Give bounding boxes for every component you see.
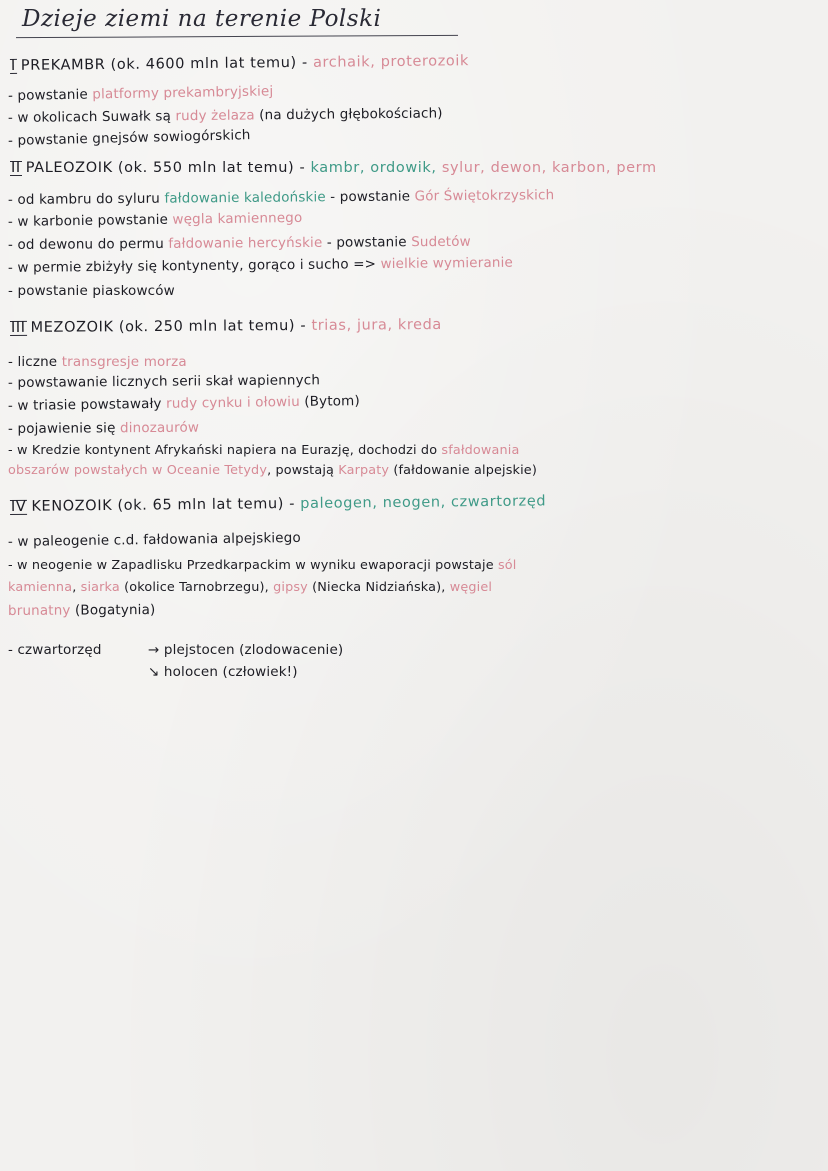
- highlight-text: sfałdowania: [441, 443, 520, 458]
- section-heading-paleozoik: [10, 160, 657, 176]
- highlight-text: Karpaty: [338, 463, 390, 478]
- highlight-text: kamienna: [8, 580, 73, 595]
- page-title: Dzieje ziemi na terenie Polski: [22, 6, 382, 32]
- text: (Niecka Nidziańska),: [307, 580, 450, 595]
- heading-periods: archaik, proterozoik: [312, 53, 470, 71]
- heading-text: PREKAMBR (ok. 4600 mln lat temu) -: [20, 54, 308, 74]
- highlight-text: Sudetów: [411, 233, 471, 251]
- roman-numeral: IV: [10, 498, 27, 515]
- text: ,: [72, 580, 81, 595]
- text: - czwartorzęd: [8, 642, 102, 658]
- text: w karbonie powstanie: [17, 211, 173, 230]
- highlight-text: transgresje morza: [61, 354, 187, 370]
- dash: -: [7, 213, 18, 230]
- list-item: [8, 558, 516, 573]
- czwartorzed-branch-2: [148, 664, 298, 680]
- text: powstanie gnejsów sowiogórskich: [17, 127, 251, 149]
- list-item: [8, 372, 320, 391]
- dash: -: [7, 259, 18, 276]
- heading-periods: trias, jura, kreda: [311, 316, 442, 334]
- dash: -: [7, 374, 18, 391]
- highlight-text: brunatny: [7, 602, 71, 619]
- dash: -: [7, 236, 18, 253]
- dash: -: [7, 132, 18, 149]
- list-item: [8, 420, 199, 437]
- text: , powstają: [267, 463, 339, 478]
- roman-numeral: II: [11, 160, 21, 176]
- highlight-text: wielkie wymieranie: [380, 254, 513, 273]
- section-heading-kenozoik: [10, 493, 546, 515]
- text: powstanie: [17, 86, 93, 104]
- list-item: [8, 255, 513, 276]
- heading-periods-green: kambr, ordowik,: [310, 160, 437, 176]
- list-item: [8, 354, 187, 370]
- dash: -: [7, 191, 18, 208]
- czwartorzed-label: [8, 642, 102, 658]
- dash: -: [7, 420, 18, 437]
- roman-numeral: III: [10, 319, 26, 336]
- text: - powstanie: [322, 234, 412, 251]
- list-item: [8, 530, 301, 550]
- text: (Bytom): [299, 393, 360, 410]
- highlight-text: fałdowanie kaledońskie: [164, 189, 326, 207]
- highlight-text: platformy prekambryjskiej: [92, 83, 274, 103]
- list-item-continuation: [8, 580, 492, 595]
- text: (fałdowanie alpejskie): [389, 463, 537, 478]
- highlight-text: rudy cynku i ołowiu: [165, 393, 300, 412]
- dash: -: [7, 87, 18, 104]
- text: pojawienie się: [17, 420, 121, 437]
- text: od kambru do syluru: [17, 190, 165, 208]
- text: powstawanie licznych serii skał wapiennych: [17, 372, 321, 391]
- text: holocen (człowiek!): [163, 664, 298, 680]
- section-heading-mezozoik: [10, 317, 442, 336]
- highlight-text: węgiel: [449, 580, 493, 595]
- text: (Bogatynia): [70, 601, 156, 619]
- text: (na dużych głębokościach): [254, 105, 443, 124]
- text: liczne: [17, 354, 62, 370]
- dash: -: [8, 354, 18, 370]
- text: od dewonu do permu: [17, 235, 169, 253]
- arrow-down-right-icon: ↘: [148, 664, 160, 680]
- text: w triasie powstawały: [17, 395, 167, 414]
- list-item: [8, 83, 274, 104]
- text: - powstanie: [325, 188, 415, 206]
- text: (okolice Tarnobrzegu),: [119, 580, 274, 595]
- text: powstanie piaskowców: [17, 283, 175, 299]
- roman-numeral: I: [10, 57, 16, 74]
- section-heading-prekambr: [10, 53, 469, 74]
- dash: -: [8, 558, 17, 573]
- list-item: [8, 393, 360, 414]
- heading-text: KENOZOIK (ok. 65 mln lat temu) -: [31, 496, 296, 515]
- highlight-text: gipsy: [273, 580, 308, 595]
- dash: -: [8, 443, 17, 458]
- czwartorzed-branch-1: [148, 642, 343, 658]
- list-item-continuation: [8, 463, 537, 478]
- list-item: [8, 283, 175, 299]
- text: plejstocen (zlodowacenie): [163, 642, 344, 658]
- highlight-text: siarka: [80, 580, 120, 595]
- heading-periods: paleogen, neogen, czwartorzęd: [300, 493, 547, 512]
- heading-periods-pink: sylur, dewon, karbon, perm: [441, 160, 657, 176]
- text: w permie zbiżyły się kontynenty, gorąco i sucho =>: [17, 256, 381, 276]
- list-item: [8, 187, 554, 208]
- dash: -: [8, 283, 18, 299]
- text: w neogenie w Zapadlisku Przedkarpackim w wyniku ewaporacji powstaje: [17, 558, 498, 573]
- title-underline: [16, 35, 458, 38]
- highlight-text: Gór Świętokrzyskich: [414, 187, 555, 205]
- list-item: [8, 443, 519, 458]
- text: w paleogenie c.d. fałdowania alpejskiego: [17, 529, 301, 550]
- text: w okolicach Suwałk są: [17, 108, 176, 126]
- arrow-right-icon: →: [148, 642, 160, 658]
- highlight-text: węgla kamiennego: [172, 209, 303, 228]
- highlight-text: dinozaurów: [119, 419, 200, 437]
- heading-text: PALEOZOIK (ok. 550 mln lat temu) -: [25, 160, 306, 176]
- highlight-text: sól: [497, 558, 517, 573]
- dash: -: [7, 533, 18, 550]
- list-item: [8, 105, 443, 126]
- list-item: [8, 127, 251, 149]
- text: w Kredzie kontynent Afrykański napiera na Eurazję, dochodzi do: [17, 443, 442, 458]
- dash: -: [7, 109, 18, 126]
- heading-text: MEZOZOIK (ok. 250 mln lat temu) -: [30, 317, 307, 336]
- dash: -: [7, 397, 18, 414]
- list-item: [8, 210, 303, 230]
- highlight-text: obszarów powstałych w Oceanie Tetydy: [8, 463, 268, 478]
- highlight-text: rudy żelaza: [175, 107, 255, 125]
- list-item-continuation: [8, 602, 156, 619]
- highlight-text: fałdowanie hercyńskie: [168, 234, 323, 252]
- list-item: [8, 234, 471, 253]
